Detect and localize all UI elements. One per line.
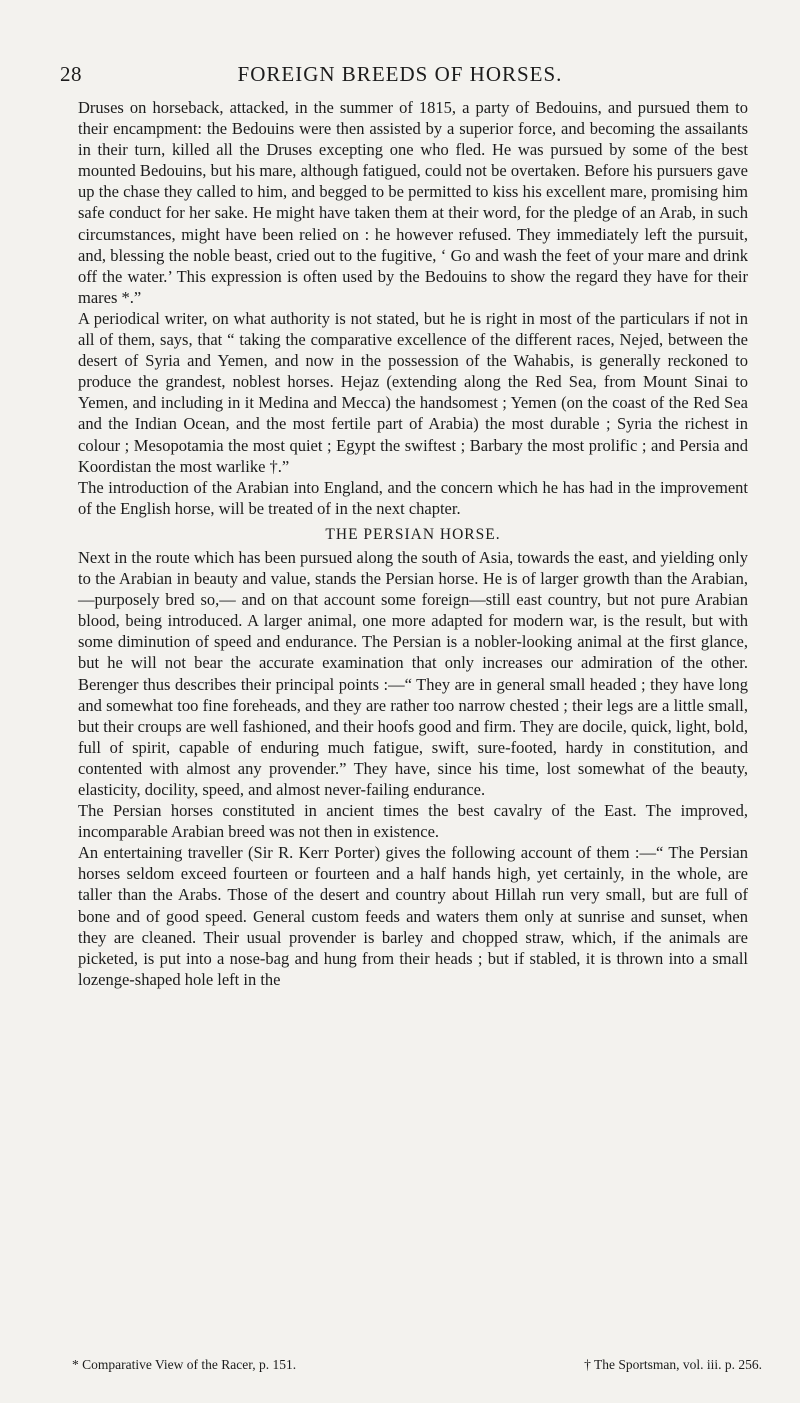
paragraph: A periodical writer, on what authority is not stated, but he is right in most of the particulars if not in all of them, says, that “ taking the comparative excellence of the different races, Nejed, between the desert of Syria and Yemen, and now in the possession of the Wahabis, is generally reckoned to produce the grandest, noblest horses. Hejaz (extending along the Red Sea, from Mount Sinai to Yemen, and including in it Medina and Mecca) the handsomest ; Yemen (on the coast of the Red Sea and the Indian Ocean, and the most fertile part of Arabia) the most durable ; Syria the richest in colour ; Mesopotamia the most quiet ; Egypt the swiftest ; Barbary the most prolific ; and Persia and Koordistan the most warlike †.” <box>78 308 748 476</box>
body-text <box>78 97 748 990</box>
footnote-right: † The Sportsman, vol. iii. p. 256. <box>584 1357 762 1372</box>
footnote-left: * Comparative View of the Racer, p. 151. <box>72 1357 297 1372</box>
paragraph: The Persian horses constituted in ancient times the best cavalry of the East. The improved, incomparable Arabian breed was not then in existence. <box>78 801 748 842</box>
paragraph: An entertaining traveller (Sir R. Kerr Porter) gives the following account of them :—“ The Persian horses seldom exceed fourteen or fourteen and a half hands high, yet certainly, in the whole, are taller than the Arabs. Those of the desert and country about Hillah run very small, but are full of bone and of good speed. General custom feeds and waters them only at sunrise and sunset, when they are cleaned. Their usual provender is barley and chopped straw, which, if the animals are picketed, is put into a nose-bag and hung from their heads ; but if stabled, it is thrown into a small lozenge-shaped hole left in the <box>78 843 748 989</box>
paragraph: Druses on horseback, attacked, in the summer of 1815, a party of Bedouins, and pursued them to their encampment: the Bedouins were then assisted by a superior force, and becoming the assailants in their turn, killed all the Druses excepting one who fled. He was pursued by some of the best mounted Bedouins, but his mare, although fatigued, could not be overtaken. Before his pursuers gave up the chase they called to him, and begged to be permitted to kiss his excellent mare, promising him safe conduct for her sake. He might have taken them at their word, for the pledge of an Arab, in such circumstances, might have been relied on : he however refused. They immediately left the pursuit, and, blessing the noble beast, cried out to the fugitive, ‘ Go and wash the feet of your mare and drink off the water.’ This expression is often used by the Bedouins to show the regard they have for their mares *.” <box>78 98 748 307</box>
page-header <box>0 62 800 92</box>
page-number: 28 <box>60 62 82 86</box>
section-heading: THE PERSIAN HORSE. <box>325 525 501 543</box>
paragraph: Next in the route which has been pursued along the south of Asia, towards the east, and yielding only to the Arabian in beauty and value, stands the Persian horse. He is of larger growth than the Arabian,—purposely bred so,— and on that account some foreign—still east country, but not pure Arabian blood, being introduced. A larger animal, one more adapted for modern war, is the result, but with some diminution of speed and endurance. The Persian is a nobler-looking animal at the first glance, but he will not bear the accurate examination that only increases our admiration of the other. Berenger thus describes their principal points :—“ They are in general small headed ; they have long and somewhat too fine foreheads, and they are rather too narrow chested ; their legs are a little small, but their croups are well fashioned, and their hoofs good and firm. They are docile, quick, light, bold, full of spirit, capable of enduring much fatigue, swift, sure-footed, hardy in constitution, and contented with almost any provender.” They have, since his time, lost somewhat of the beauty, elasticity, docility, speed, and almost never-failing endurance. <box>78 547 748 799</box>
running-title: FOREIGN BREEDS OF HORSES. <box>237 62 563 86</box>
paragraph: The introduction of the Arabian into England, and the concern which he has had in the improvement of the English horse, will be treated of in the next chapter. <box>78 477 748 518</box>
footnotes <box>72 1357 762 1373</box>
